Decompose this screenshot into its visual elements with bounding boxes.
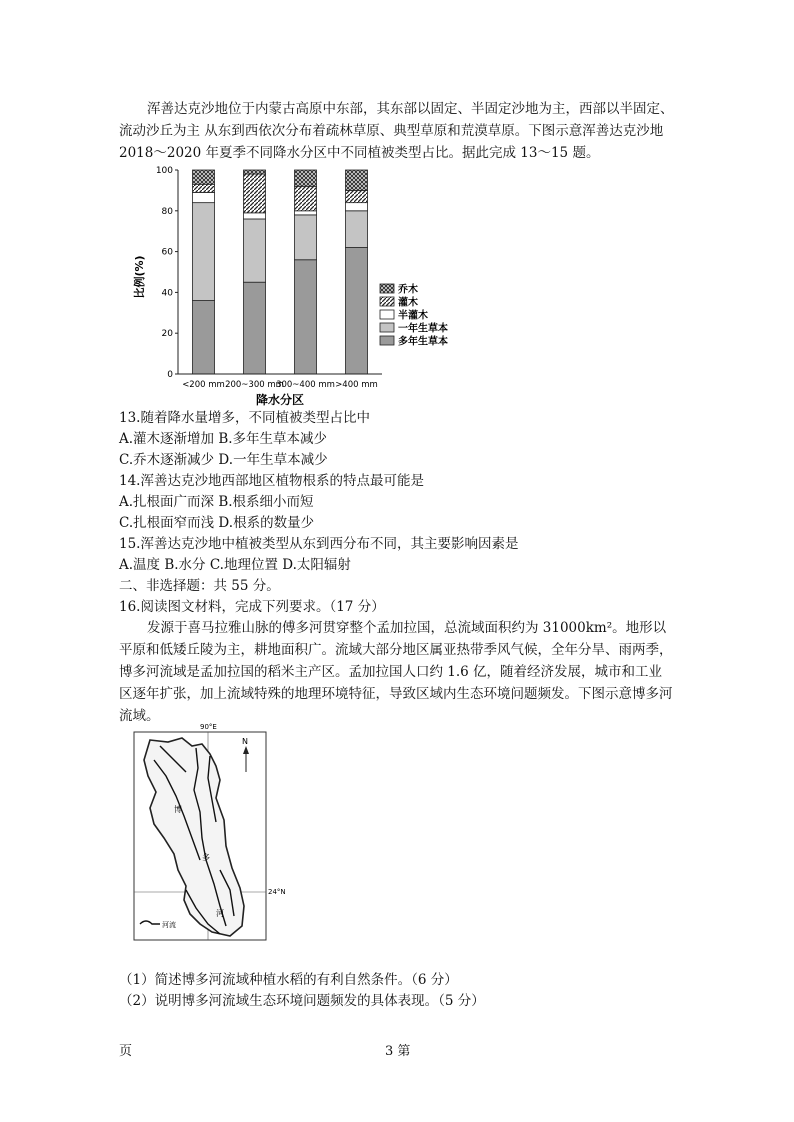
bar-segment xyxy=(295,215,317,260)
q16-subquestion-2: （2）说明博多河流域生态环境问题频发的具体表现。（5 分） xyxy=(119,993,485,1009)
q13-options-ab: A.灌木逐渐增加 B.多年生草本减少 xyxy=(119,431,328,447)
bar-segment xyxy=(295,260,317,374)
map-label-he: 河 xyxy=(216,909,224,918)
bar-segment xyxy=(193,192,215,202)
bar-segment xyxy=(346,190,368,202)
legend-label: 多年生草本 xyxy=(398,336,448,348)
x-axis-label: 降水分区 xyxy=(255,393,305,407)
q13-stem: 13.随着降水量增多，不同植被类型占比中 xyxy=(119,410,370,426)
legend-swatch xyxy=(380,297,394,306)
y-tick-label: 60 xyxy=(161,247,173,258)
bar-segment xyxy=(244,170,266,174)
q15-options: A.温度 B.水分 C.地理位置 D.太阳辐射 xyxy=(119,557,351,573)
bar-segment xyxy=(193,301,215,374)
bar-segment xyxy=(346,170,368,190)
longitude-label: 90°E xyxy=(200,723,217,731)
map-label-duo: 多 xyxy=(202,853,210,862)
x-tick-label: 200~300 mm xyxy=(225,380,284,390)
footer-left: 页 xyxy=(119,1044,133,1059)
bodo-river-basin-map xyxy=(130,720,300,942)
x-tick-label: 300~400 mm xyxy=(276,380,335,390)
vegetation-stacked-bar-chart xyxy=(130,162,490,414)
bar-segment xyxy=(244,213,266,219)
legend-label: 灌木 xyxy=(398,297,418,309)
y-tick-label: 100 xyxy=(155,166,173,176)
bar-segment xyxy=(346,248,368,374)
bar-segment xyxy=(295,211,317,215)
section-two-heading: 二、非选择题：共 55 分。 xyxy=(119,578,280,594)
q16-subquestion-1: （1）简述博多河流域种植水稻的有利自然条件。（6 分） xyxy=(119,972,458,988)
map-legend-river: 河流 xyxy=(162,921,176,929)
north-label: N xyxy=(242,737,248,746)
q14-options-cd: C.扎根面窄而浅 D.根系的数量少 xyxy=(119,515,315,531)
latitude-label: 24°N xyxy=(268,888,286,896)
legend-swatch xyxy=(380,336,394,345)
legend-label: 乔木 xyxy=(398,284,418,296)
y-tick-label: 40 xyxy=(161,288,173,299)
bar-segment xyxy=(244,282,266,374)
legend-swatch xyxy=(380,284,394,293)
legend-label: 一年生草本 xyxy=(398,323,448,335)
bar-segment xyxy=(346,211,368,248)
legend-label: 半灌木 xyxy=(398,310,428,322)
bar-segment xyxy=(295,170,317,186)
q16-material: 发源于喜马拉雅山脉的傅多河贯穿整个孟加拉国，总流域面积约为 31000km²。地形以平原和低矮丘陵为主，耕地面积广。流域大部分地区属亚热带季风气候，全年分旱、雨两季，博多河流域是孟加拉国的稻米主产区。孟加拉国人口约 1.6 亿，随着经济发展，城市和工业区逐年扩张，加上流域特殊的地理环境特征，导致区域内生态环境问题频发。下图示意博多河流域。 xyxy=(119,620,673,724)
legend-swatch xyxy=(380,323,394,332)
bar-segment xyxy=(295,186,317,210)
x-tick-label: >400 mm xyxy=(335,380,378,390)
bar-segment xyxy=(244,174,266,213)
y-tick-label: 80 xyxy=(161,206,173,217)
bar-segment xyxy=(193,170,215,184)
y-tick-label: 0 xyxy=(167,370,173,380)
q13-options-cd: C.乔木逐渐减少 D.一年生草本减少 xyxy=(119,452,328,468)
q14-stem: 14.浑善达克沙地西部地区植物根系的特点最可能是 xyxy=(119,473,424,489)
q14-options-ab: A.扎根面广而深 B.根系细小而短 xyxy=(119,494,314,510)
y-tick-label: 20 xyxy=(161,329,173,340)
bar-segment xyxy=(346,203,368,211)
page-number: 3 第 xyxy=(385,1044,411,1059)
y-axis-label: 比例(%) xyxy=(133,255,146,299)
q15-stem: 15.浑善达克沙地中植被类型从东到西分布不同，其主要影响因素是 xyxy=(119,536,519,552)
legend-swatch xyxy=(380,310,394,319)
bar-segment xyxy=(193,203,215,301)
bar-segment xyxy=(193,184,215,192)
intro-paragraph: 浑善达克沙地位于内蒙古高原中东部，其东部以固定、半固定沙地为主，西部以半固定、流动沙丘为主 从东到西依次分布着疏林草原、典型草原和荒漠草原。下图示意浑善达克沙地 2018～2020 年夏季不同降水分区中不同植被类型占比。据此完成 13～15 题。 xyxy=(119,101,674,161)
q16-stem: 16.阅读图文材料，完成下列要求。（17 分） xyxy=(119,599,385,615)
bar-segment xyxy=(244,219,266,282)
map-label-bo: 博 xyxy=(174,805,182,814)
x-tick-label: <200 mm xyxy=(182,380,225,390)
